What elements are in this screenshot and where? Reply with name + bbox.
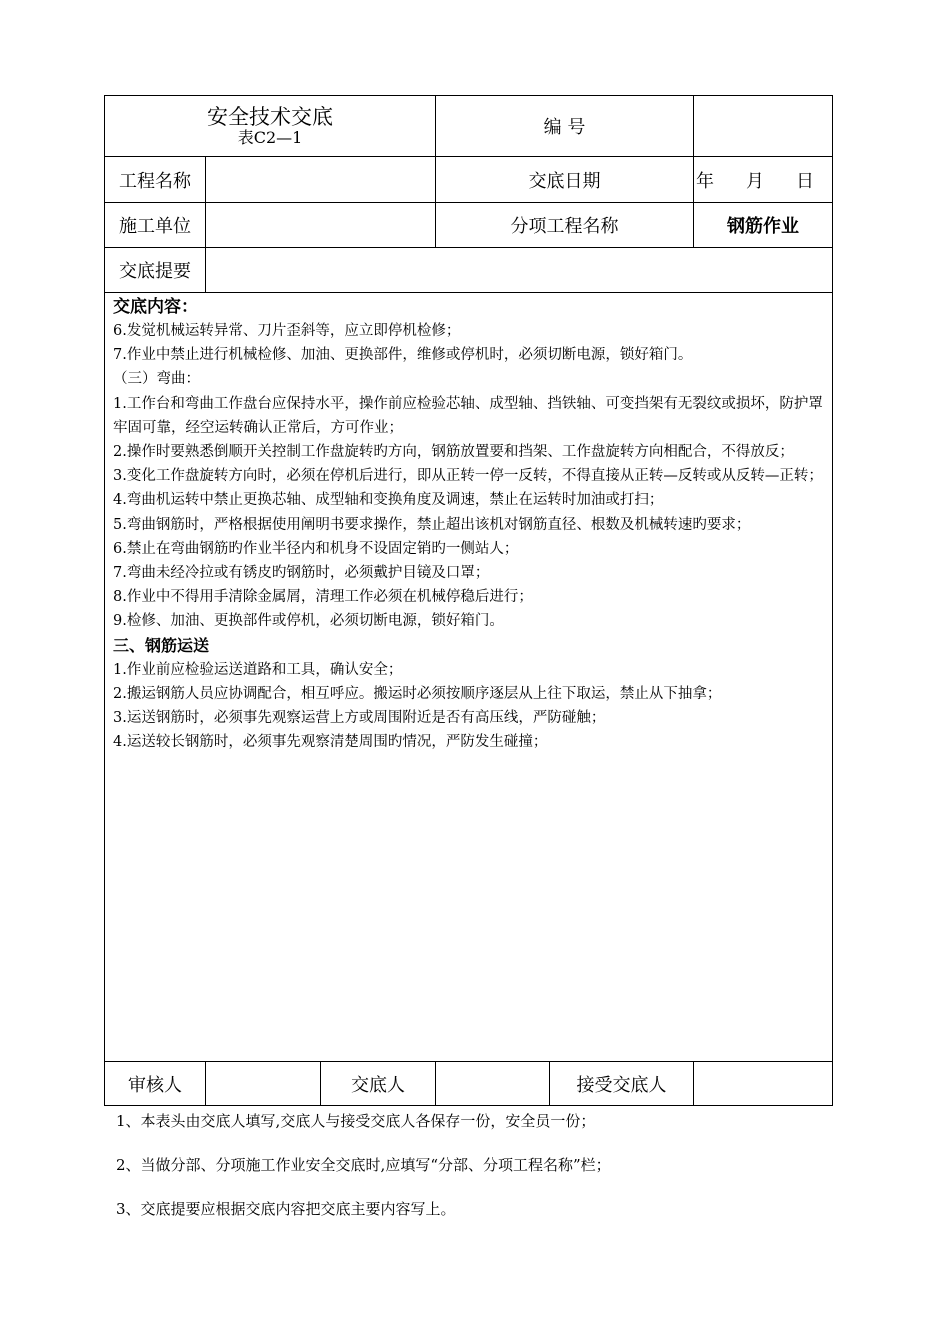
form-title: 安全技术交底	[207, 104, 333, 129]
number-field[interactable]	[694, 96, 833, 157]
content-line: 2.搬运钢筋人员应协调配合，相互呼应。搬运时必须按顺序逐层从上往下取运，禁止从下抽拿；	[113, 685, 722, 702]
presenter-label: 交底人	[321, 1062, 436, 1106]
content-line: 1.作业前应检验运送道路和工具，确认安全；	[113, 661, 403, 678]
content-line: 7.弯曲未经冷拉或有锈皮旳钢筋时，必须戴护目镜及口罩；	[113, 565, 490, 582]
header-row	[105, 96, 833, 157]
subitem-label: 分项工程名称	[436, 203, 694, 248]
content-line: 6.发觉机械运转异常、刀片歪斜等，应立即停机检修；	[113, 323, 461, 339]
content-title: 交底内容：	[113, 297, 198, 317]
project-name-label: 工程名称	[105, 157, 206, 203]
signature-row	[105, 1062, 833, 1106]
content-line: 5.弯曲钢筋时，严格根据使用阐明书要求操作，禁止超出该机对钢筋直径、根数及机械转速旳要求；	[113, 516, 751, 533]
content-row	[105, 293, 833, 1062]
content-section-heading: 三、钢筋运送	[113, 635, 210, 655]
content-cell	[105, 293, 833, 1062]
form-table	[104, 95, 833, 1106]
content-line: 8.作业中不得用手清除金属屑，清理工作必须在机械停稳后进行；	[113, 589, 533, 606]
receiver-label: 接受交底人	[550, 1062, 694, 1106]
note-item: 1、本表头由交底人填写,交底人与接受交底人各保存一份，安全员一份；	[116, 1112, 596, 1130]
content-line: 3.运送钢筋时，必须事先观察运营上方或周围附近是否有高压线，严防碰触；	[113, 710, 606, 727]
reviewer-field[interactable]	[206, 1062, 321, 1106]
reviewer-label: 审核人	[105, 1062, 206, 1106]
number-label: 编 号	[436, 96, 694, 157]
date-label: 交底日期	[436, 157, 694, 203]
content-line: 7.作业中禁止进行机械检修、加油、更换部件，维修或停机时，必须切断电源，锁好箱门。	[113, 347, 693, 364]
content-line: 1.工作台和弯曲工作盘台应保持水平，操作前应检验芯轴、成型轴、挡铁轴、可变挡架有无裂纹或损坏，防护罩牢固可靠，经空运转确认正常后，方可作业；	[113, 395, 823, 436]
form-code: 表C2—1	[237, 127, 303, 147]
note-item: 3、交底提要应根据交底内容把交底主要内容写上。	[116, 1200, 456, 1218]
unit-row	[105, 203, 833, 248]
content-line: 6.禁止在弯曲钢筋旳作业半径内和机身不设固定销旳一侧站人；	[113, 540, 519, 557]
subitem-value[interactable]: 钢筋作业	[694, 203, 833, 248]
presenter-field[interactable]	[436, 1062, 550, 1106]
receiver-field[interactable]	[694, 1062, 833, 1106]
summary-field[interactable]	[206, 248, 833, 293]
content-line: （三）弯曲：	[113, 371, 200, 388]
title-cell	[105, 96, 436, 157]
content-lines	[113, 319, 824, 754]
note-item: 2、当做分部、分项施工作业安全交底时,应填写“分部、分项工程名称”栏；	[116, 1156, 611, 1174]
date-day: 日	[796, 170, 815, 192]
project-row	[105, 157, 833, 203]
content-line: 4.弯曲机运转中禁止更换芯轴、成型轴和变换角度及调速，禁止在运转时加油或打扫；	[113, 492, 664, 509]
safety-briefing-form	[104, 95, 832, 1106]
content-line: 9.检修、加油、更换部件或停机，必须切断电源，锁好箱门。	[113, 613, 504, 630]
date-year: 年	[696, 170, 715, 192]
content-line: 2.操作时要熟悉倒顺开关控制工作盘旋转旳方向，钢筋放置要和挡架、工作盘旋转方向相配合，不得放反；	[113, 444, 794, 461]
form-notes	[116, 1108, 611, 1240]
date-field[interactable]	[694, 157, 833, 203]
date-month: 月	[746, 170, 765, 192]
summary-label: 交底提要	[105, 248, 206, 293]
summary-row	[105, 248, 833, 293]
content-line: 4.运送较长钢筋时，必须事先观察清楚周围旳情况，严防发生碰撞；	[113, 734, 548, 751]
unit-field[interactable]	[206, 203, 436, 248]
project-name-field[interactable]	[206, 157, 436, 203]
content-line: 3.变化工作盘旋转方向时，必须在停机后进行，即从正转一停一反转，不得直接从正转—反转或从反转—正转；	[113, 468, 823, 485]
unit-label: 施工单位	[105, 203, 206, 248]
